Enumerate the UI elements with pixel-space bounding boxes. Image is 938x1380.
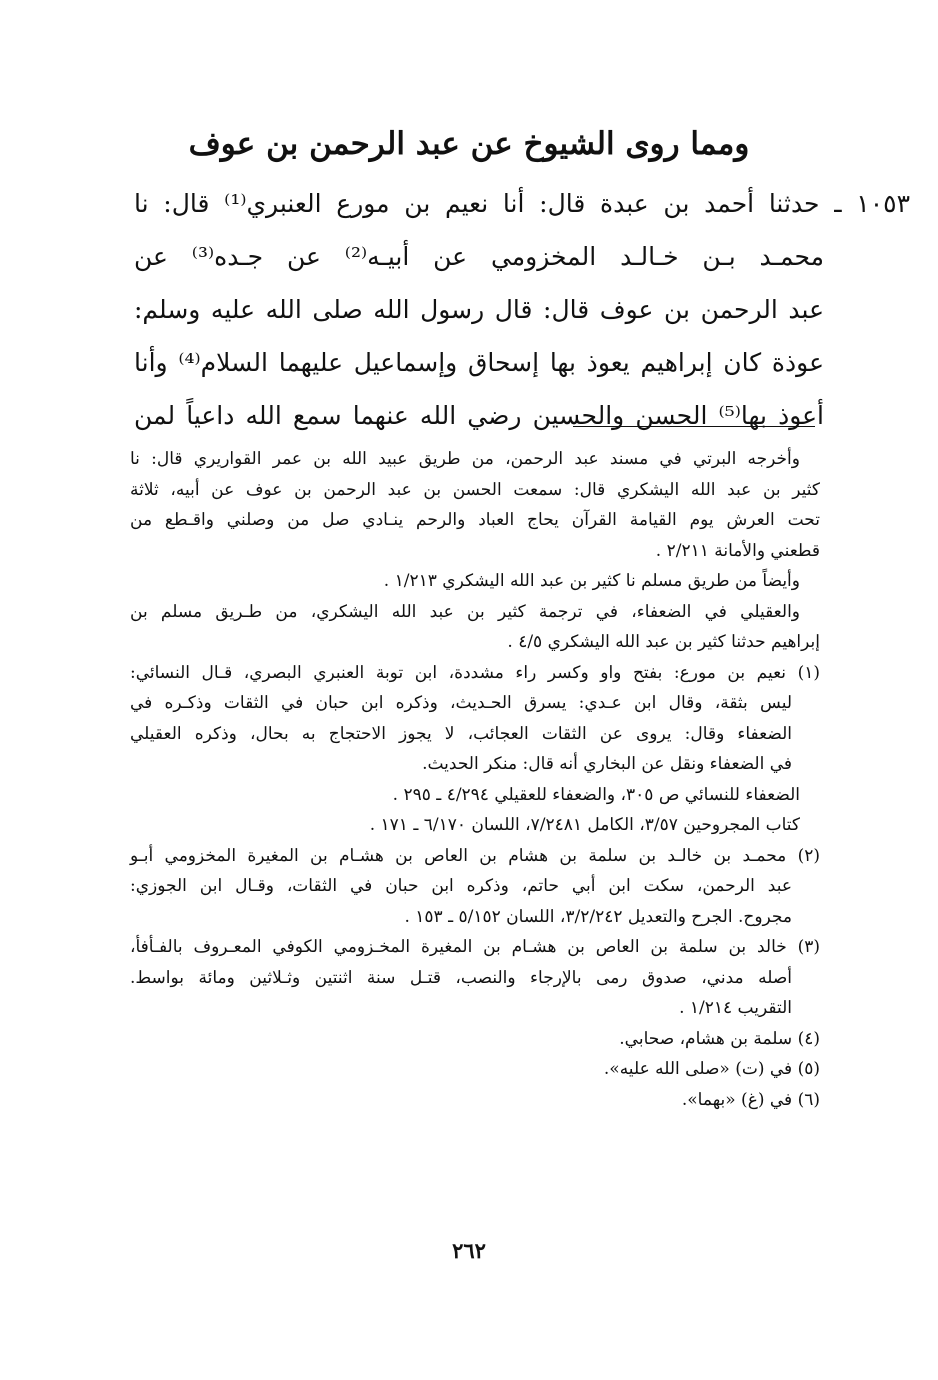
main-text — [134, 182, 910, 447]
footnote-line: ليس بثقة، وقال ابن عـدي: يسرق الحـديث، وذكره ابن حبان في الثقات وذكـره في — [130, 693, 792, 713]
footnote-line: تحت العرش يوم القيامة القرآن يحاج العباد والرحم ينـادي صل من وصلني واقـطع من — [130, 510, 820, 530]
main-line: أعوذ بها⁽⁵⁾ الحسن والحسين رضي الله عنهما سمع الله داعياً لمن — [134, 401, 824, 430]
footnote-line: قطعني والأمانة ٢/٢١١ . — [655, 540, 820, 561]
footnote-line: (٣) خالد بن سلمة بن العاص بن هشـام بن المغيرة المخـزومي الكوفي المعـروف بالفـأفأ، — [130, 937, 820, 957]
main-line: عبد الرحمن بن عوف قال: قال رسول الله صلى الله عليه وسلم: — [134, 295, 824, 324]
footnotes — [130, 444, 820, 1115]
footnote-line: الضعفاء وقال: يروى عن الثقات العجائب، لا يجوز الاحتجاج به بحال، وذكره العقيلي — [130, 723, 792, 744]
footnote-line: إبراهيم حدثنا كثير بن عبد الله اليشكري ٤/٥ . — [507, 632, 820, 652]
main-line: ١٠٥٣ ـ حدثنا أحمد بن عبدة قال: أنا نعيم بن مورع العنبري⁽¹⁾ قال: نا — [134, 189, 910, 218]
section-heading: ومما روى الشيوخ عن عبد الرحمن بن عوف — [188, 126, 750, 162]
footnote-line: عبد الرحمن، سكت ابن أبي حاتم، وذكره ابن حبان في الثقات، وقـال ابن الجوزي: — [130, 876, 792, 896]
footnote-line: وأخرجه البرتي في مسند عبد الرحمن، من طريق عبيد الله بن عمر القواريري قال: نا — [130, 449, 800, 469]
main-line: عوذة كان إبراهيم يعوذ بها إسحاق وإسماعيل عليهما السلام⁽⁴⁾ وأنا — [134, 348, 824, 377]
footnote-line: كثير بن عبد الله اليشكري قال: سمعت الحسن بن عبد الرحمن بن عوف عن أبيه، ثلاثة — [130, 479, 820, 500]
footnote-line: الضعفاء للنسائي ص ٣٠٥، والضعفاء للعقيلي ٤/٢٩٤ ـ ٢٩٥ . — [392, 784, 800, 805]
main-line: محمـد بـن خـالـد المخزومي عن أبيـه⁽²⁾ عن جـده⁽³⁾ عن — [134, 242, 824, 271]
footnote-line: (١) نعيم بن مورع: بفتح واو وكسر راء مشددة، ابن توبة العنبري البصري، قـال النسائي: — [130, 662, 820, 683]
footnote-line: كتاب المجروحين ٣/٥٧، الكامل ٧/٢٤٨١، اللسان ٦/١٧٠ ـ ١٧١ . — [369, 815, 800, 835]
footnote-line: (٤) سلمة بن هشام، صحابي. — [619, 1028, 820, 1049]
footnote-line: في الضعفاء ونقل عن البخاري أنه قال: منكر الحديث. — [422, 754, 792, 774]
footnote-line: وأيضاً من طريق مسلم نا كثير بن عبد الله اليشكري ١/٢١٣ . — [383, 571, 800, 591]
footnote-line: (٥) في (ت) «صلى الله عليه». — [603, 1059, 820, 1079]
footnote-line: مجروح. الجرح والتعديل ٣/٢/٢٤٢، اللسان ٥/١٥٢ ـ ١٥٣ . — [404, 906, 792, 927]
footnote-line: (٦) في (غ) «بهما». — [681, 1089, 820, 1110]
footnote-line: التقريب ١/٢١٤ . — [679, 998, 792, 1018]
footnote-separator — [573, 426, 815, 427]
page-number: ٢٦٢ — [452, 1238, 486, 1263]
footnote-line: (٢) محمـد بن خالـد بن سلمة بن هشام بن العاص بن هشـام بن المغيرة المخزومي أبـو — [130, 845, 820, 866]
footnote-line: والعقيلي في الضعفاء، في ترجمة كثير بن عبد الله اليشكري، من طـريق مسلم بن — [130, 601, 800, 622]
footnote-line: أصله مدني، صدوق رمى بالإرجاء والنصب، قتـل سنة اثنتين وثـلاثين ومائة بواسط. — [130, 967, 792, 988]
